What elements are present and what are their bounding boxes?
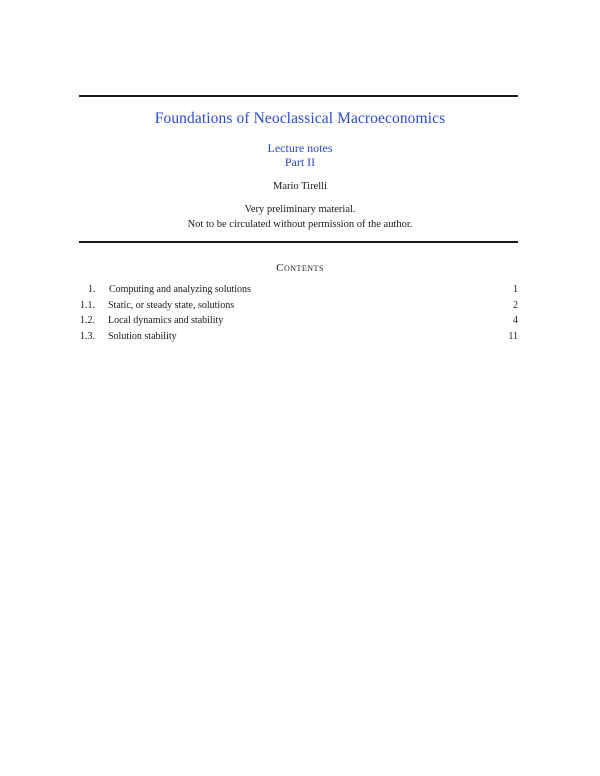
toc-entry-number: 1.2.: [80, 315, 95, 326]
toc-entry[interactable]: [80, 315, 518, 331]
top-rule: [79, 95, 518, 97]
contents-heading: Contents: [276, 262, 324, 274]
toc-entry-page: 4: [513, 315, 518, 326]
toc-entry[interactable]: [88, 284, 518, 300]
toc-entry-number: 1.1.: [80, 299, 95, 311]
toc-entry-label[interactable]: Solution stability: [108, 330, 177, 342]
bottom-rule: [79, 241, 518, 243]
toc-entry-number: 1.: [88, 284, 96, 295]
toc-entry[interactable]: [80, 300, 518, 316]
toc-entry-page: 11: [508, 330, 518, 342]
table-of-contents: [80, 284, 518, 346]
author-name: Mario Tirelli: [273, 181, 327, 192]
toc-entry-label[interactable]: Static, or steady state, solutions: [108, 299, 235, 311]
subtitle-lecture-notes: Lecture notes: [267, 141, 333, 155]
circulation-note: Not to be circulated without permission of the author.: [187, 219, 413, 230]
toc-entry-number: 1.3.: [80, 330, 95, 342]
subtitle-part: Part II: [284, 155, 316, 169]
toc-entry-label[interactable]: Local dynamics and stability: [108, 315, 224, 326]
toc-entry-label[interactable]: Computing and analyzing solutions: [109, 284, 251, 295]
toc-entry[interactable]: [80, 331, 518, 347]
toc-entry-page: 1: [513, 284, 518, 295]
toc-entry-page: 2: [513, 299, 518, 311]
preliminary-note: Very preliminary material.: [244, 204, 356, 215]
document-title: Foundations of Neoclassical Macroeconomics: [154, 110, 446, 127]
